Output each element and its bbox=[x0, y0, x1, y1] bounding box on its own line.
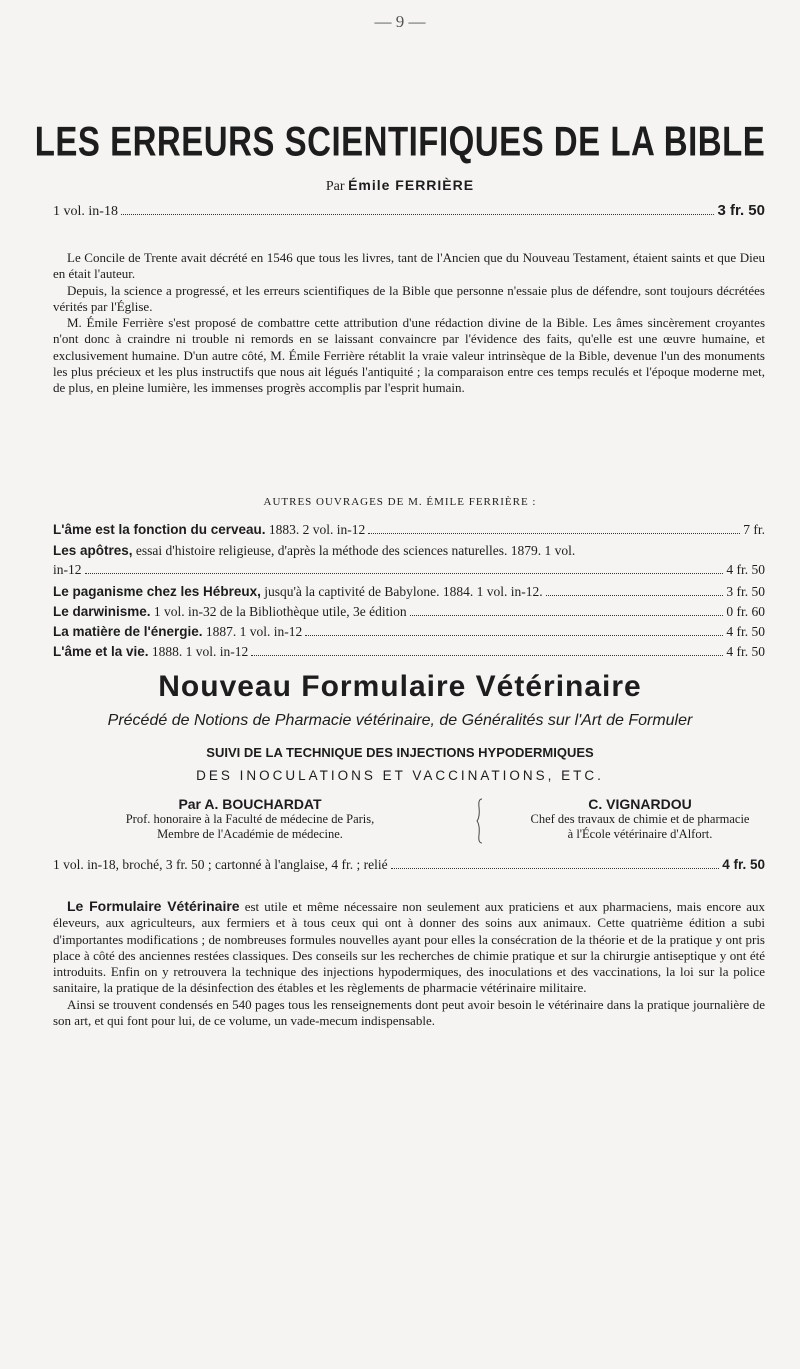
work-price: 4 fr. 50 bbox=[726, 644, 765, 659]
work-price: 4 fr. 50 bbox=[726, 624, 765, 639]
book2-price: 4 fr. 50 bbox=[722, 857, 765, 872]
book2-subtitle: Précédé de Notions de Pharmacie vétérinaire, de Généralités sur l'Art de Formuler bbox=[107, 712, 693, 729]
author-title: Membre de l'Académie de médecine. bbox=[157, 827, 343, 841]
book2-format: 1 vol. in-18, broché, 3 fr. 50 ; cartonné à l'anglaise, 4 fr. ; relié bbox=[53, 857, 388, 872]
book1-description bbox=[53, 250, 765, 397]
book1-title: LES ERREURS SCIENTIFIQUES DE LA BIBLE bbox=[34, 118, 766, 165]
work-details: essai d'histoire religieuse, d'après la méthode des sciences naturelles. 1879. 1 vol. bbox=[135, 543, 576, 558]
work-details: jusqu'à la captivité de Babylone. 1884. 1 vol. in-12. bbox=[264, 584, 543, 599]
book1-format: 1 vol. in-18 bbox=[53, 204, 118, 219]
book2-subtitle3: DES INOCULATIONS ET VACCINATIONS, ETC. bbox=[196, 768, 604, 783]
other-works-heading: AUTRES OUVRAGES DE M. ÉMILE FERRIÈRE : bbox=[263, 496, 537, 508]
book2-description bbox=[53, 898, 765, 1029]
by-prefix: Par bbox=[325, 179, 345, 194]
other-work-item bbox=[53, 584, 765, 600]
work-price: 3 fr. 50 bbox=[726, 584, 765, 599]
book2-author2 bbox=[495, 797, 785, 842]
author-name: C. VIGNARDOU bbox=[588, 796, 692, 812]
work-title: L'âme est la fonction du cerveau. bbox=[53, 522, 266, 537]
other-work-item bbox=[53, 543, 765, 559]
brace-divider bbox=[475, 797, 489, 845]
work-details: 1888. 1 vol. in-12 bbox=[151, 644, 249, 659]
work-title: Les apôtres, bbox=[53, 543, 133, 558]
work-price: 0 fr. 60 bbox=[726, 604, 765, 619]
work-title: Le paganisme chez les Hébreux, bbox=[53, 584, 261, 599]
author-title: Chef des travaux de chimie et de pharmacie bbox=[530, 812, 750, 826]
work-title: La matière de l'énergie. bbox=[53, 624, 203, 639]
work-price: 4 fr. 50 bbox=[726, 562, 765, 577]
paragraph: Ainsi se trouvent condensés en 540 pages tous les renseignements dont peut avoir besoin le vétérinaire dans la pratique journalière de son art, et qui font pour lui, de ce volume, un vade-mecum indispensable. bbox=[53, 996, 765, 1029]
description-lead: Le Formulaire Vétérinaire bbox=[67, 898, 240, 914]
work-details: 1883. 2 vol. in-12 bbox=[268, 522, 366, 537]
paragraph: est utile et même nécessaire non seulement aux praticiens et aux pharmaciens, mais encore aux éleveurs, aux agriculteurs, aux fermiers et à tous ceux qui ont à donner des soins aux animaux. Cette quatrième édition a subi d'importantes modifications ; de nombreuses formules nouvelles ayant pour elles la consécration de la théorie et de la pratique y ont pris place à côté des anciennes restées classiques. Des conseils sur les recherches de chimie pratique et sur la chirurgie antiseptique y ont été introduits. Enfin on y retrouvera la technique des injections hypodermiques, des inoculations et des vaccinations, la loi sur la police sanitaire, la pratique de la désinfection des étables et les règlements de pharmacie vétérinaire militaire. bbox=[53, 899, 766, 996]
book1-format-line bbox=[53, 202, 765, 220]
book2-author1 bbox=[30, 797, 470, 842]
author-name: Par A. BOUCHARDAT bbox=[178, 796, 322, 812]
work-title: L'âme et la vie. bbox=[53, 644, 149, 659]
paragraph: Le Concile de Trente avait décrété en 1546 que tous les livres, tant de l'Ancien que du Nouveau Testament, étaient saints et que Dieu en était l'auteur. bbox=[53, 250, 765, 282]
paragraph: Depuis, la science a progressé, et les erreurs scientifiques de la Bible que personne n'essaie plus de défendre, sont toujours décrétées vérités par l'Église. bbox=[53, 282, 765, 314]
other-work-item-cont bbox=[53, 562, 765, 578]
work-title: Le darwinisme. bbox=[53, 604, 151, 619]
book2-subtitle2: SUIVI DE LA TECHNIQUE DES INJECTIONS HYPODERMIQUES bbox=[206, 745, 594, 760]
book2-title: Nouveau Formulaire Vétérinaire bbox=[158, 670, 642, 703]
other-work-item bbox=[53, 624, 765, 640]
other-work-item bbox=[53, 604, 765, 620]
work-details: in-12 bbox=[53, 562, 82, 577]
other-work-item bbox=[53, 644, 765, 660]
other-work-item bbox=[53, 522, 765, 538]
paragraph: M. Émile Ferrière s'est proposé de combattre cette attribution d'une rédaction divine de la Bible. Les âmes sincèrement croyantes n'ont donc à craindre ni trouble ni remords en se laissant convaincre par l'évidence des faits, qu'elle est une œuvre humaine, et exclusivement humaine. D'un autre côté, M. Émile Ferrière rétablit la vraie valeur intrinsèque de la Bible, devenue l'un des monuments les plus précieux et les plus instructifs que nous ait légués l'antiquité ; la comparaison entre ces temps reculés et l'époque moderne met, de plus, en pleine lumière, les immenses progrès accomplis par l'esprit humain. bbox=[53, 315, 765, 396]
work-details: 1887. 1 vol. in-12 bbox=[205, 624, 303, 639]
book1-byline bbox=[0, 177, 800, 195]
work-details: 1 vol. in-32 de la Bibliothèque utile, 3e édition bbox=[153, 604, 407, 619]
page-number: — 9 — bbox=[374, 12, 426, 31]
book1-price: 3 fr. 50 bbox=[717, 202, 765, 219]
book2-format-line bbox=[53, 857, 765, 873]
book1-author: Émile FERRIÈRE bbox=[348, 177, 475, 193]
work-price: 7 fr. bbox=[743, 522, 765, 537]
author-title: à l'École vétérinaire d'Alfort. bbox=[567, 827, 713, 841]
author-title: Prof. honoraire à la Faculté de médecine de Paris, bbox=[125, 812, 375, 826]
